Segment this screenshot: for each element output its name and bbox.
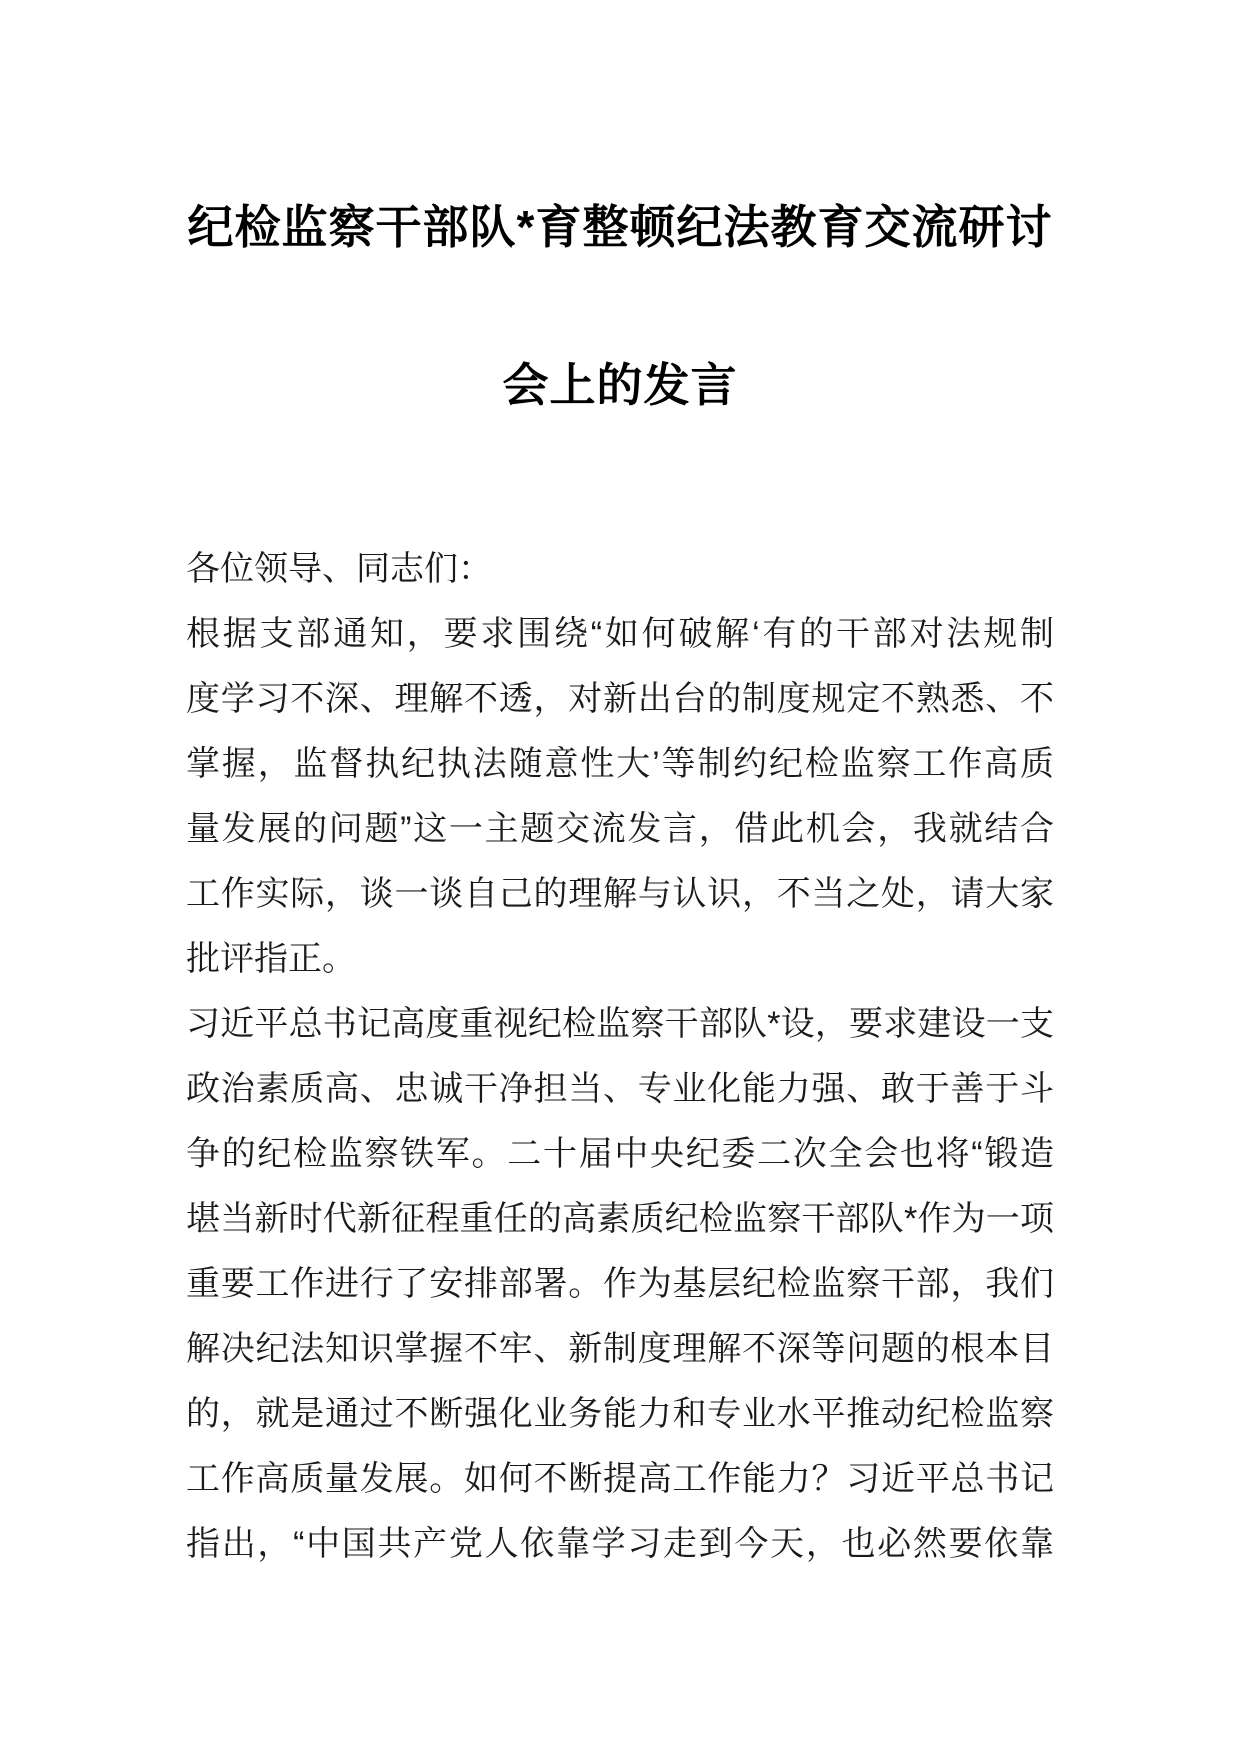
body-text-line: 掌握，监督执纪执法随意性大’等制约纪检监察工作高质 xyxy=(186,745,1054,783)
body-text-line: 解决纪法知识掌握不牢、新制度理解不深等问题的根本目 xyxy=(186,1330,1054,1368)
body-text-line: 工作高质量发展。如何不断提高工作能力？习近平总书记 xyxy=(186,1460,1054,1498)
body-text-line: 的，就是通过不断强化业务能力和专业水平推动纪检监察 xyxy=(186,1395,1054,1433)
body-text-line: 根据支部通知，要求围绕“如何破解‘有的干部对法规制 xyxy=(186,615,1054,653)
body-text-line: 争的纪检监察铁军。二十届中央纪委二次全会也将“锻造 xyxy=(186,1135,1054,1173)
body-text-line: 指出，“中国共产党人依靠学习走到今天，也必然要依靠 xyxy=(186,1525,1054,1563)
body-text-line: 重要工作进行了安排部署。作为基层纪检监察干部，我们 xyxy=(186,1265,1054,1303)
document-title-line-2: 会上的发言 xyxy=(502,359,738,411)
body-text-line: 堪当新时代新征程重任的高素质纪检监察干部队*作为一项 xyxy=(186,1200,1054,1238)
body-text-line: 度学习不深、理解不透，对新出台的制度规定不熟悉、不 xyxy=(186,680,1054,718)
body-text-line: 各位领导、同志们： xyxy=(186,550,492,588)
body-text-line: 量发展的问题”这一主题交流发言，借此机会，我就结合 xyxy=(186,810,1054,848)
body-text-line: 工作实际，谈一谈自己的理解与认识，不当之处，请大家 xyxy=(186,875,1054,913)
body-text-line: 习近平总书记高度重视纪检监察干部队*设，要求建设一支 xyxy=(186,1005,1054,1043)
document-body xyxy=(186,537,1054,1577)
body-text-line: 政治素质高、忠诚干净担当、专业化能力强、敢于善于斗 xyxy=(186,1070,1054,1108)
body-text-line: 批评指正。 xyxy=(186,940,356,978)
document-title-line-1: 纪检监察干部队*育整顿纪法教育交流研讨 xyxy=(187,201,1053,253)
